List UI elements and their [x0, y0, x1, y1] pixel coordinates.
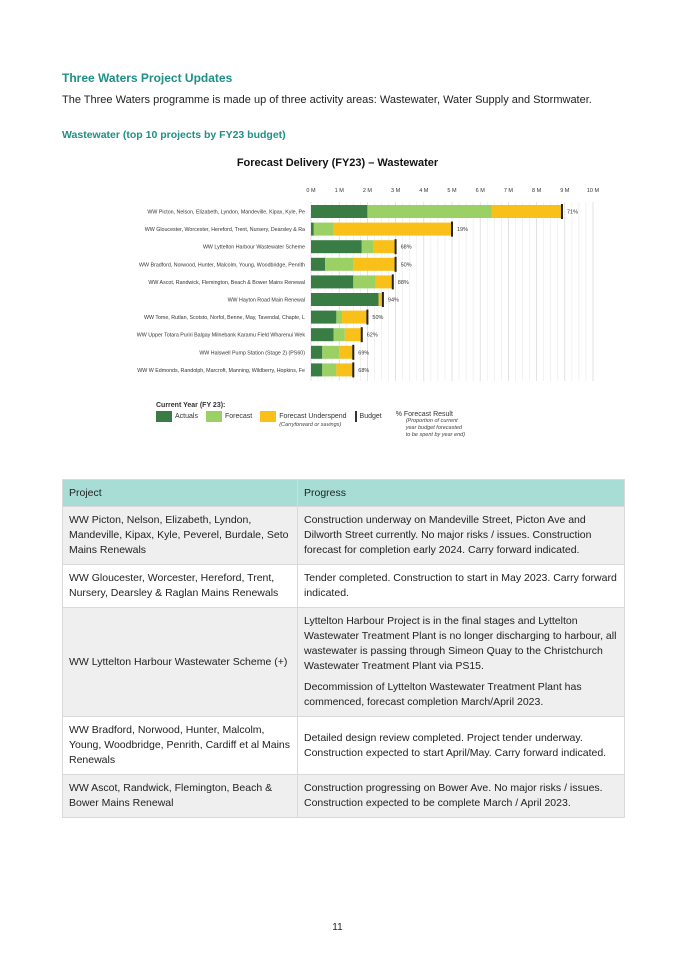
- bar-forecast: [336, 311, 342, 324]
- category-label: WW Tome, Rutlan, Scotsto, Norfol, Benne, May, Tavendal, Chapte, L: [143, 315, 305, 322]
- budget-marker: [395, 239, 397, 254]
- legend-swatch-underspend: [260, 411, 276, 422]
- budget-marker: [382, 292, 384, 307]
- legend-title: Current Year (FY 23):: [156, 402, 226, 409]
- bar-actuals: [311, 328, 334, 341]
- forecast-result-label: 62%: [366, 332, 378, 339]
- table-row: [63, 775, 625, 818]
- table-row: [63, 507, 625, 565]
- header-project: Project: [63, 480, 298, 507]
- bar-actuals: [311, 275, 353, 288]
- forecast-result-label: 19%: [457, 227, 469, 234]
- bar-forecast: [322, 363, 336, 376]
- bar-forecast-underspend: [342, 311, 367, 324]
- legend-underspend: [260, 411, 346, 428]
- progress-cell: [298, 565, 625, 608]
- bar-forecast: [362, 240, 373, 253]
- legend-label-forecast-result: % Forecast Result: [395, 411, 453, 418]
- legend-label-underspend: Forecast Underspend: [279, 413, 347, 420]
- x-tick-label: 10 M: [586, 188, 600, 194]
- category-label: WW Halswell Pump Station (Stage 2) (PS60): [199, 350, 305, 357]
- bar-actuals: [311, 311, 336, 324]
- x-tick-label: 5 M: [447, 188, 457, 194]
- table-row: [63, 608, 625, 717]
- bar-forecast-underspend: [339, 346, 353, 359]
- bar-forecast-underspend: [373, 240, 396, 253]
- table-row: [63, 717, 625, 775]
- legend-forecast-result: [396, 411, 465, 439]
- budget-marker: [561, 204, 563, 219]
- category-label: WW Picton, Nelson, Elizabeth, Lyndon, Mandeville, Kipax, Kyle, Pe: [147, 209, 305, 216]
- legend-budget: [355, 411, 382, 422]
- bar-actuals: [311, 205, 367, 218]
- forecast-result-label: 71%: [566, 209, 578, 216]
- legend-forecast: [206, 411, 252, 422]
- bar-forecast: [353, 275, 376, 288]
- bar-actuals: [311, 363, 322, 376]
- legend-label-forecast: Forecast: [224, 413, 253, 420]
- project-cell: WW Bradford, Norwood, Hunter, Malcolm, Young, Woodbridge, Penrith, Cardiff et al Mains Renewals: [63, 717, 298, 775]
- legend-label-actuals: Actuals: [175, 413, 198, 420]
- progress-text: Lyttelton Harbour Project is in the final stages and Lyttelton Wastewater Treatment Plant is no longer discharging to harbour, all wastewater is passing through Simeon Quay to the Christchurch Wastewater Treatment Plant via PS15.: [304, 615, 617, 672]
- bar-forecast-underspend: [345, 328, 362, 341]
- category-label: WW Bradford, Norwood, Hunter, Malcolm, Young, Woodbridge, Penrith: [139, 262, 305, 269]
- chart-legend: [156, 402, 465, 439]
- forecast-result-label: 50%: [372, 315, 384, 322]
- bar-forecast: [325, 258, 353, 271]
- progress-cell: [298, 775, 625, 818]
- bar-forecast-underspend: [376, 275, 393, 288]
- intro-text: The Three Waters programme is made up of three activity areas: Wastewater, Water Supply and Stormwater.: [62, 94, 592, 106]
- bar-forecast-underspend: [336, 363, 353, 376]
- legend-forecast-result-note-1: (Proportion of current: [405, 418, 458, 424]
- project-cell: WW Ascot, Randwick, Flemington, Beach & Bower Mains Renewal: [63, 775, 298, 818]
- legend-forecast-result-note-2: year budget forecasted: [405, 425, 462, 431]
- project-progress-table: [62, 479, 625, 818]
- x-tick-label: 1 M: [334, 188, 344, 194]
- project-cell: WW Gloucester, Worcester, Hereford, Trent, Nursery, Dearsley & Raglan Mains Renewals: [63, 565, 298, 608]
- budget-marker: [361, 327, 363, 342]
- x-tick-label: 2 M: [362, 188, 372, 194]
- bar-forecast: [322, 346, 339, 359]
- chart-title: Forecast Delivery (FY23) – Wastewater: [236, 157, 439, 169]
- legend-forecast-result-note-3: to be spent by year end): [405, 432, 466, 438]
- bar-forecast-underspend: [491, 205, 561, 218]
- x-tick-label: 9 M: [560, 188, 570, 194]
- x-tick-label: 0 M: [306, 188, 316, 194]
- project-cell: WW Picton, Nelson, Elizabeth, Lyndon, Mandeville, Kipax, Kyle, Peverel, Burdale, Seto Mains Renewals: [63, 507, 298, 565]
- legend-swatch-actuals: [156, 411, 172, 422]
- forecast-result-label: 69%: [358, 350, 370, 357]
- bar-forecast: [314, 223, 334, 236]
- bar-actuals: [311, 258, 325, 271]
- category-label: WW W Edmonds, Randolph, Marcroft, Manning, Wildberry, Hopkins, Fe: [137, 367, 305, 374]
- x-tick-label: 4 M: [419, 188, 429, 194]
- forecast-result-label: 88%: [397, 279, 409, 286]
- table-row: [63, 565, 625, 608]
- x-tick-label: 7 M: [503, 188, 513, 194]
- forecast-delivery-chart: [0, 180, 675, 390]
- progress-cell: [298, 507, 625, 565]
- progress-text: Construction underway on Mandeville Street, Picton Ave and Dilworth Street currently. No major risks / issues. Construction forecast for completion early 2024. Carry forward indicated.: [304, 514, 592, 556]
- forecast-result-label: 50%: [400, 262, 412, 269]
- table-header-row: [63, 480, 625, 507]
- bar-forecast-underspend: [353, 258, 395, 271]
- progress-text: Tender completed. Construction to start in May 2023. Carry forward indicated.: [304, 572, 617, 599]
- legend-underspend-note: (Carryforward or savings): [279, 422, 342, 428]
- legend-label-budget: Budget: [359, 413, 382, 420]
- category-label: WW Upper Totara Puriri Balgay Milnebank Karamu Field Wharenui Wek: [136, 332, 305, 339]
- bar-forecast: [367, 205, 491, 218]
- progress-text: Detailed design review completed. Project tender underway. Construction expected to start April/May. Carry forward indicated.: [304, 731, 607, 759]
- bar-actuals: [311, 223, 314, 236]
- bar-actuals: [311, 293, 379, 306]
- x-tick-label: 8 M: [532, 188, 542, 194]
- category-label: WW Hayton Road Main Renewal: [227, 297, 305, 304]
- budget-marker: [366, 310, 368, 325]
- category-label: WW Lyttelton Harbour Wastewater Scheme: [202, 244, 305, 251]
- section-heading: Three Waters Project Updates: [62, 71, 233, 85]
- legend-swatch-budget: [355, 411, 357, 422]
- project-cell: WW Lyttelton Harbour Wastewater Scheme (+): [63, 608, 298, 717]
- budget-marker: [392, 274, 394, 289]
- progress-cell: [298, 717, 625, 775]
- budget-marker: [395, 257, 397, 272]
- budget-marker: [352, 345, 354, 360]
- forecast-result-label: 68%: [358, 367, 370, 374]
- category-label: WW Ascot, Randwick, Flemington, Beach & Bower Mains Renewal: [148, 279, 305, 286]
- header-progress: Progress: [298, 480, 625, 507]
- category-label: WW Gloucester, Worcester, Hereford, Trent, Nursery, Dearsley & Ra: [144, 227, 305, 234]
- subsection-heading: Wastewater (top 10 projects by FY23 budget): [62, 129, 286, 141]
- forecast-result-label: 68%: [400, 244, 412, 251]
- x-tick-label: 6 M: [475, 188, 485, 194]
- budget-marker: [352, 362, 354, 377]
- budget-marker: [451, 222, 453, 237]
- bar-forecast: [334, 328, 345, 341]
- bar-actuals: [311, 346, 322, 359]
- bar-actuals: [311, 240, 362, 253]
- forecast-result-label: 94%: [387, 297, 399, 304]
- legend-actuals: [156, 411, 198, 422]
- progress-cell: [298, 608, 625, 717]
- legend-swatch-forecast: [206, 411, 222, 422]
- progress-text: Construction progressing on Bower Ave. No major risks / issues. Construction expected to be complete March / April 2023.: [304, 782, 603, 809]
- bar-forecast-underspend: [334, 223, 452, 236]
- x-tick-label: 3 M: [391, 188, 401, 194]
- page-number: 11: [332, 922, 343, 933]
- progress-text: Decommission of Lyttelton Wastewater Treatment Plant has commenced, forecast completion March/April 2023.: [304, 681, 582, 708]
